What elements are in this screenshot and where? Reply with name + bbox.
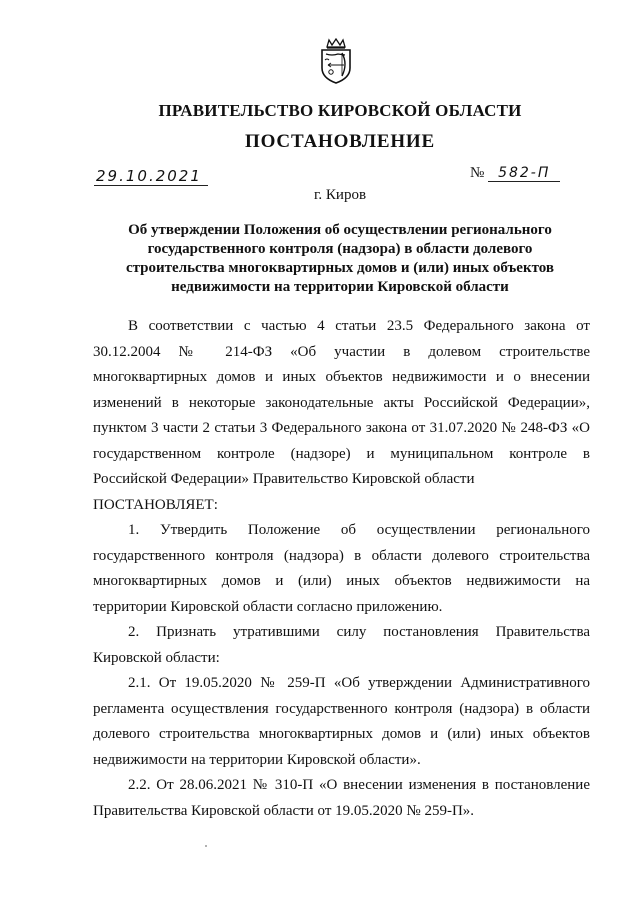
document-title: Об утверждении Положения об осуществлении регионального государственного контроля (надзора) в области долевого строительства многоквартирных домов и (или) иных объектов недвижимости на территории Кировской области (125, 222, 555, 295)
item-1-paragraph: 1. Утвердить Положение об осуществлении регионального государственного контроля (надзора) в области долевого строительства многоквартирных домов и (или) иных объектов недвижимости на территории Кировской области согласно приложению. (93, 522, 590, 615)
document-number-row (470, 165, 560, 182)
document-number: 582-П (488, 165, 560, 182)
organization-name: ПРАВИТЕЛЬСТВО КИРОВСКОЙ ОБЛАСТИ (158, 101, 522, 120)
number-label: № (470, 165, 485, 181)
document-body (93, 314, 590, 824)
document-type: ПОСТАНОВЛЕНИЕ (245, 131, 435, 152)
city: г. Киров (313, 187, 367, 203)
document-date: 29.10.2021 (94, 167, 208, 186)
scan-dot (205, 845, 207, 847)
item-2-1-paragraph: 2.1. От 19.05.2020 № 259-П «Об утверждении Административного регламента осуществления государственного контроля (надзора) в области долевого строительства многоквартирных домов и (или) иных объектов недвижимости на территории Кировской области». (93, 675, 590, 768)
resolves-heading: ПОСТАНОВЛЯЕТ: (93, 496, 218, 513)
kirov-oblast-coat-of-arms-icon (318, 38, 354, 84)
item-2-paragraph: 2. Признать утратившими силу постановления Правительства Кировской области: (93, 624, 590, 666)
item-2-2-paragraph: 2.2. От 28.06.2021 № 310-П «О внесении изменения в постановление Правительства Кировской области от 19.05.2020 № 259-П». (93, 777, 590, 819)
preamble-paragraph: В соответствии с частью 4 статьи 23.5 Федерального закона от 30.12.2004 № 214-ФЗ «Об участии в долевом строительстве многоквартирных домов и иных объектов недвижимости и о внесении изменений в некоторые законодательные акты Российской Федерации», пунктом 3 части 2 статьи 3 Федерального закона от 31.07.2020 № 248-ФЗ «О государственном контроле (надзоре) и муниципальном контроле в Российской Федерации» Правительство Кировской области (93, 318, 590, 487)
